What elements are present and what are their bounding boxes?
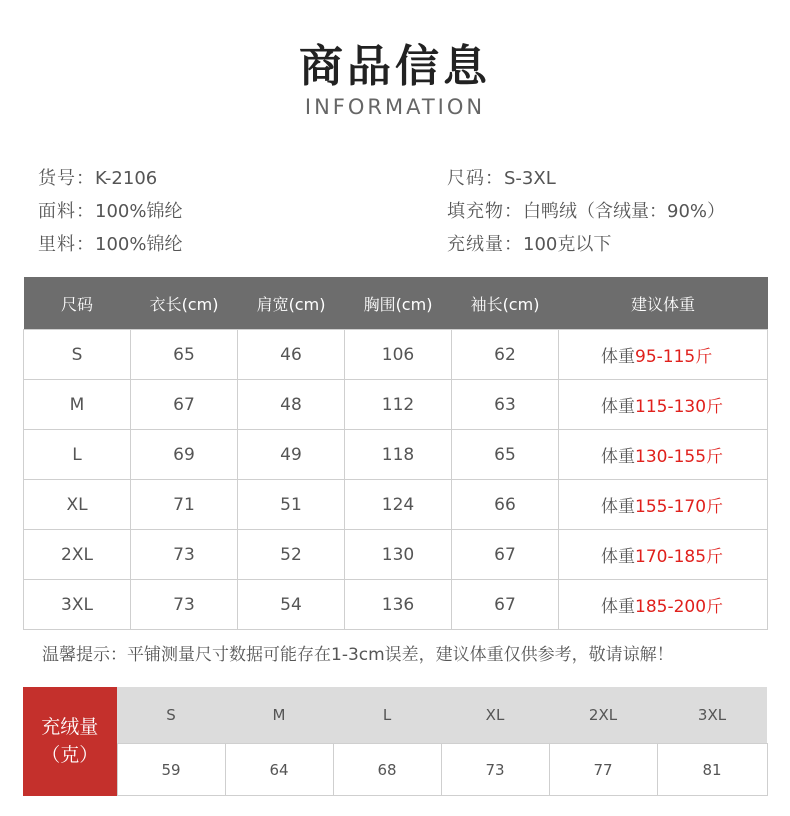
down-size: L bbox=[333, 687, 441, 744]
down-amount-table bbox=[23, 687, 768, 796]
page-title: 商品信息 bbox=[299, 41, 491, 92]
cell-chest: 106 bbox=[345, 330, 452, 380]
down-size: 2XL bbox=[549, 687, 657, 744]
cell-length: 71 bbox=[131, 480, 238, 530]
cell-chest: 130 bbox=[345, 530, 452, 580]
header-chest: 胸围(cm) bbox=[345, 277, 452, 330]
cell-weight: 体重170-185斤 bbox=[559, 530, 768, 580]
page-subtitle: INFORMATION bbox=[304, 95, 486, 119]
cell-size: 3XL bbox=[24, 580, 131, 630]
table-row bbox=[24, 380, 768, 430]
cell-size: 2XL bbox=[24, 530, 131, 580]
fabric: 面料：100%锦纶 bbox=[38, 201, 183, 222]
header-sleeve: 袖长(cm) bbox=[452, 277, 559, 330]
down-size: S bbox=[117, 687, 225, 744]
cell-shoulder: 46 bbox=[238, 330, 345, 380]
down-size: 3XL bbox=[657, 687, 767, 744]
cell-weight: 体重155-170斤 bbox=[559, 480, 768, 530]
cell-sleeve: 66 bbox=[452, 480, 559, 530]
cell-weight: 体重130-155斤 bbox=[559, 430, 768, 480]
cell-size: M bbox=[24, 380, 131, 430]
down-value: 73 bbox=[441, 744, 549, 796]
cell-length: 69 bbox=[131, 430, 238, 480]
table-row bbox=[24, 480, 768, 530]
cell-weight: 体重95-115斤 bbox=[559, 330, 768, 380]
table-row bbox=[24, 330, 768, 380]
down-amount-label: 充绒量 （克） bbox=[23, 687, 117, 796]
measurement-note: 温馨提示：平铺测量尺寸数据可能存在1-3cm误差，建议体重仅供参考，敬请谅解！ bbox=[42, 645, 674, 665]
cell-chest: 136 bbox=[345, 580, 452, 630]
cell-length: 73 bbox=[131, 530, 238, 580]
down-amount: 充绒量：100克以下 bbox=[447, 234, 612, 255]
down-value: 59 bbox=[117, 744, 225, 796]
header-shoulder: 肩宽(cm) bbox=[238, 277, 345, 330]
cell-shoulder: 54 bbox=[238, 580, 345, 630]
header-weight: 建议体重 bbox=[559, 277, 768, 330]
cell-sleeve: 67 bbox=[452, 530, 559, 580]
cell-size: XL bbox=[24, 480, 131, 530]
cell-weight: 体重115-130斤 bbox=[559, 380, 768, 430]
cell-weight: 体重185-200斤 bbox=[559, 580, 768, 630]
item-number: 货号：K-2106 bbox=[38, 168, 158, 189]
cell-chest: 124 bbox=[345, 480, 452, 530]
cell-chest: 118 bbox=[345, 430, 452, 480]
cell-length: 65 bbox=[131, 330, 238, 380]
cell-shoulder: 52 bbox=[238, 530, 345, 580]
size-range: 尺码：S-3XL bbox=[447, 168, 556, 189]
down-size: M bbox=[225, 687, 333, 744]
header-size: 尺码 bbox=[24, 277, 131, 330]
down-value: 81 bbox=[657, 744, 767, 796]
cell-length: 67 bbox=[131, 380, 238, 430]
down-value: 77 bbox=[549, 744, 657, 796]
cell-sleeve: 63 bbox=[452, 380, 559, 430]
lining: 里料：100%锦纶 bbox=[38, 234, 183, 255]
down-value: 64 bbox=[225, 744, 333, 796]
cell-size: S bbox=[24, 330, 131, 380]
cell-shoulder: 49 bbox=[238, 430, 345, 480]
size-chart-table bbox=[23, 277, 768, 630]
cell-chest: 112 bbox=[345, 380, 452, 430]
cell-shoulder: 48 bbox=[238, 380, 345, 430]
down-value: 68 bbox=[333, 744, 441, 796]
cell-sleeve: 62 bbox=[452, 330, 559, 380]
cell-shoulder: 51 bbox=[238, 480, 345, 530]
filling: 填充物：白鸭绒（含绒量：90%） bbox=[447, 201, 726, 222]
table-row bbox=[24, 530, 768, 580]
down-value-row bbox=[23, 744, 767, 796]
table-row bbox=[24, 580, 768, 630]
cell-size: L bbox=[24, 430, 131, 480]
down-size-row bbox=[23, 687, 767, 744]
header-length: 衣长(cm) bbox=[131, 277, 238, 330]
cell-length: 73 bbox=[131, 580, 238, 630]
size-chart-header bbox=[24, 277, 768, 330]
cell-sleeve: 65 bbox=[452, 430, 559, 480]
cell-sleeve: 67 bbox=[452, 580, 559, 630]
table-row bbox=[24, 430, 768, 480]
down-size: XL bbox=[441, 687, 549, 744]
